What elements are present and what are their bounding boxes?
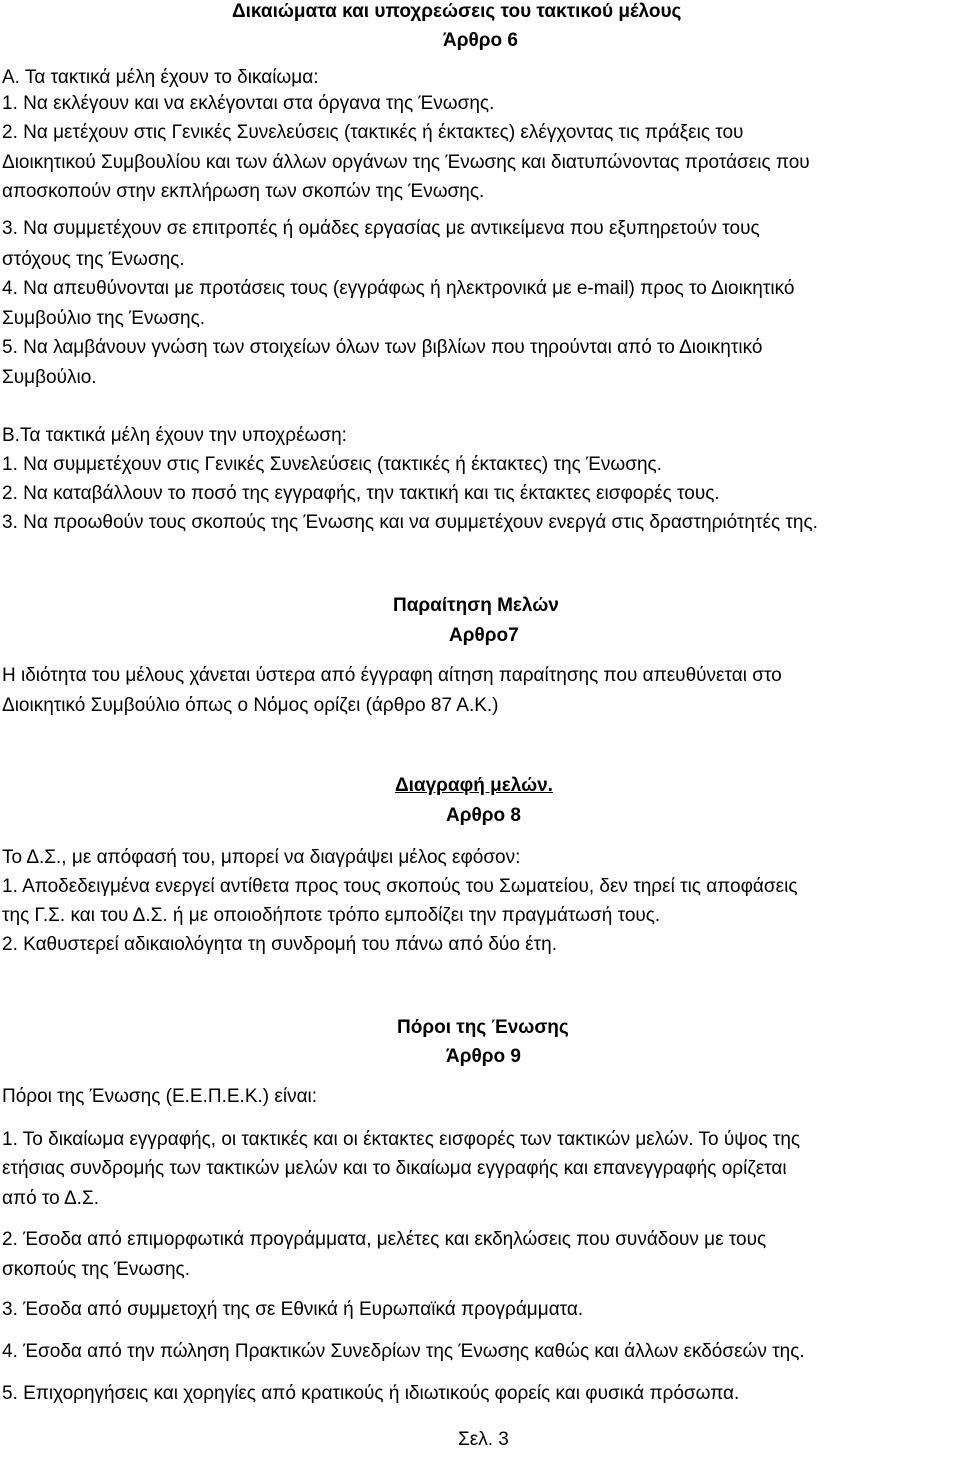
article9-item-line: 3. Έσοδα από συμμετοχή της σε Εθνικά ή Ευρωπαϊκά προγράμματα. [2, 1299, 584, 1320]
article9-item-line: ετήσιας συνδρομής των τακτικών μελών και το δικαίωμα εγγραφής και επανεγγραφής ορίζεται [2, 1158, 787, 1179]
article8-item-line: της Γ.Σ. και του Δ.Σ. ή με οποιοδήποτε τρόπο εμποδίζει την πραγμάτωσή τους. [2, 905, 661, 926]
article7-label: Αρθρο7 [449, 625, 519, 646]
article6-rights-line: 2. Να μετέχουν στις Γενικές Συνελεύσεις (τακτικές ή έκτακτες) ελέγχοντας τις πράξεις του [2, 122, 744, 143]
article6-obligations-intro: Β.Τα τακτικά μέλη έχουν την υποχρέωση: [2, 425, 347, 446]
article8-item-line: 1. Αποδεδειγμένα ενεργεί αντίθετα προς τους σκοπούς του Σωματείου, δεν τηρεί τις αποφάσεις [2, 876, 798, 897]
article6-rights-line: 5. Να λαμβάνουν γνώση των στοιχείων όλων των βιβλίων που τηρούνται από το Διοικητικό [2, 337, 763, 358]
article8-intro: Το Δ.Σ., με απόφασή του, μπορεί να διαγράψει μέλος εφόσον: [2, 847, 521, 868]
article6-obligation-line: 3. Να προωθούν τους σκοπούς της Ένωσης και να συμμετέχουν ενεργά στις δραστηριότητές της. [2, 512, 818, 533]
article6-rights-line: αποσκοπούν στην εκπλήρωση των σκοπών της Ένωσης. [2, 181, 485, 202]
article7-body-line: Διοικητικό Συμβούλιο όπως ο Νόμος ορίζει (άρθρο 87 Α.Κ.) [2, 695, 499, 716]
article6-rights-line: Συμβούλιο της Ένωσης. [2, 308, 206, 329]
article9-item-line: 4. Έσοδα από την πώληση Πρακτικών Συνεδρίων της Ένωσης καθώς και άλλων εκδόσεών της. [2, 1341, 805, 1362]
article8-title: Διαγραφή μελών. [395, 775, 553, 796]
article9-label: Άρθρο 9 [446, 1046, 521, 1067]
article6-obligation-line: 1. Να συμμετέχουν στις Γενικές Συνελεύσεις (τακτικές ή έκτακτες) της Ένωσης. [2, 454, 662, 475]
article9-intro: Πόροι της Ένωσης (Ε.Ε.Π.Ε.Κ.) είναι: [2, 1086, 318, 1107]
article8-label: Αρθρο 8 [446, 805, 521, 826]
article6-rights-line: Συμβούλιο. [2, 367, 97, 388]
article7-title: Παραίτηση Μελών [393, 595, 559, 616]
article9-title: Πόροι της Ένωσης [397, 1017, 569, 1038]
article9-item-line: 2. Έσοδα από επιμορφωτικά προγράμματα, μελέτες και εκδηλώσεις που συνάδουν με τους [2, 1229, 767, 1250]
article7-body-line: Η ιδιότητα του μέλους χάνεται ύστερα από έγγραφη αίτηση παραίτησης που απευθύνεται στο [2, 665, 782, 686]
article6-rights-line: 3. Να συμμετέχουν σε επιτροπές ή ομάδες εργασίας με αντικείμενα που εξυπηρετούν τους [2, 218, 760, 239]
page-number: Σελ. 3 [458, 1429, 509, 1450]
article6-rights-line: 1. Να εκλέγουν και να εκλέγονται στα όργανα της Ένωσης. [2, 93, 495, 114]
article6-obligation-line: 2. Να καταβάλλουν το ποσό της εγγραφής, την τακτική και τις έκτακτες εισφορές τους. [2, 483, 720, 504]
article9-item-line: από το Δ.Σ. [2, 1188, 99, 1209]
article6-rights-line: Διοικητικού Συμβουλίου και των άλλων οργάνων της Ένωσης και διατυπώνοντας προτάσεις που [2, 152, 810, 173]
article9-item-line: σκοπούς της Ένωσης. [2, 1259, 190, 1280]
article8-item-line: 2. Καθυστερεί αδικαιολόγητα τη συνδρομή του πάνω από δύο έτη. [2, 934, 557, 955]
article6-rights-line: 4. Να απευθύνονται με προτάσεις τους (εγγράφως ή ηλεκτρονικά με e-mail) προς το Διοικητικό [2, 278, 795, 299]
article6-label: Άρθρο 6 [443, 30, 518, 51]
article9-item-line: 1. Το δικαίωμα εγγραφής, οι τακτικές και οι έκτακτες εισφορές των τακτικών μελών. Το ύψος της [2, 1129, 801, 1150]
article6-rights-intro: Α. Τα τακτικά μέλη έχουν το δικαίωμα: [2, 67, 319, 88]
article6-rights-line: στόχους της Ένωσης. [2, 249, 185, 270]
article6-title: Δικαιώματα και υποχρεώσεις του τακτικού μέλους [232, 1, 682, 22]
article9-item-line: 5. Επιχορηγήσεις και χορηγίες από κρατικούς ή ιδιωτικούς φορείς και φυσικά πρόσωπα. [2, 1383, 740, 1404]
